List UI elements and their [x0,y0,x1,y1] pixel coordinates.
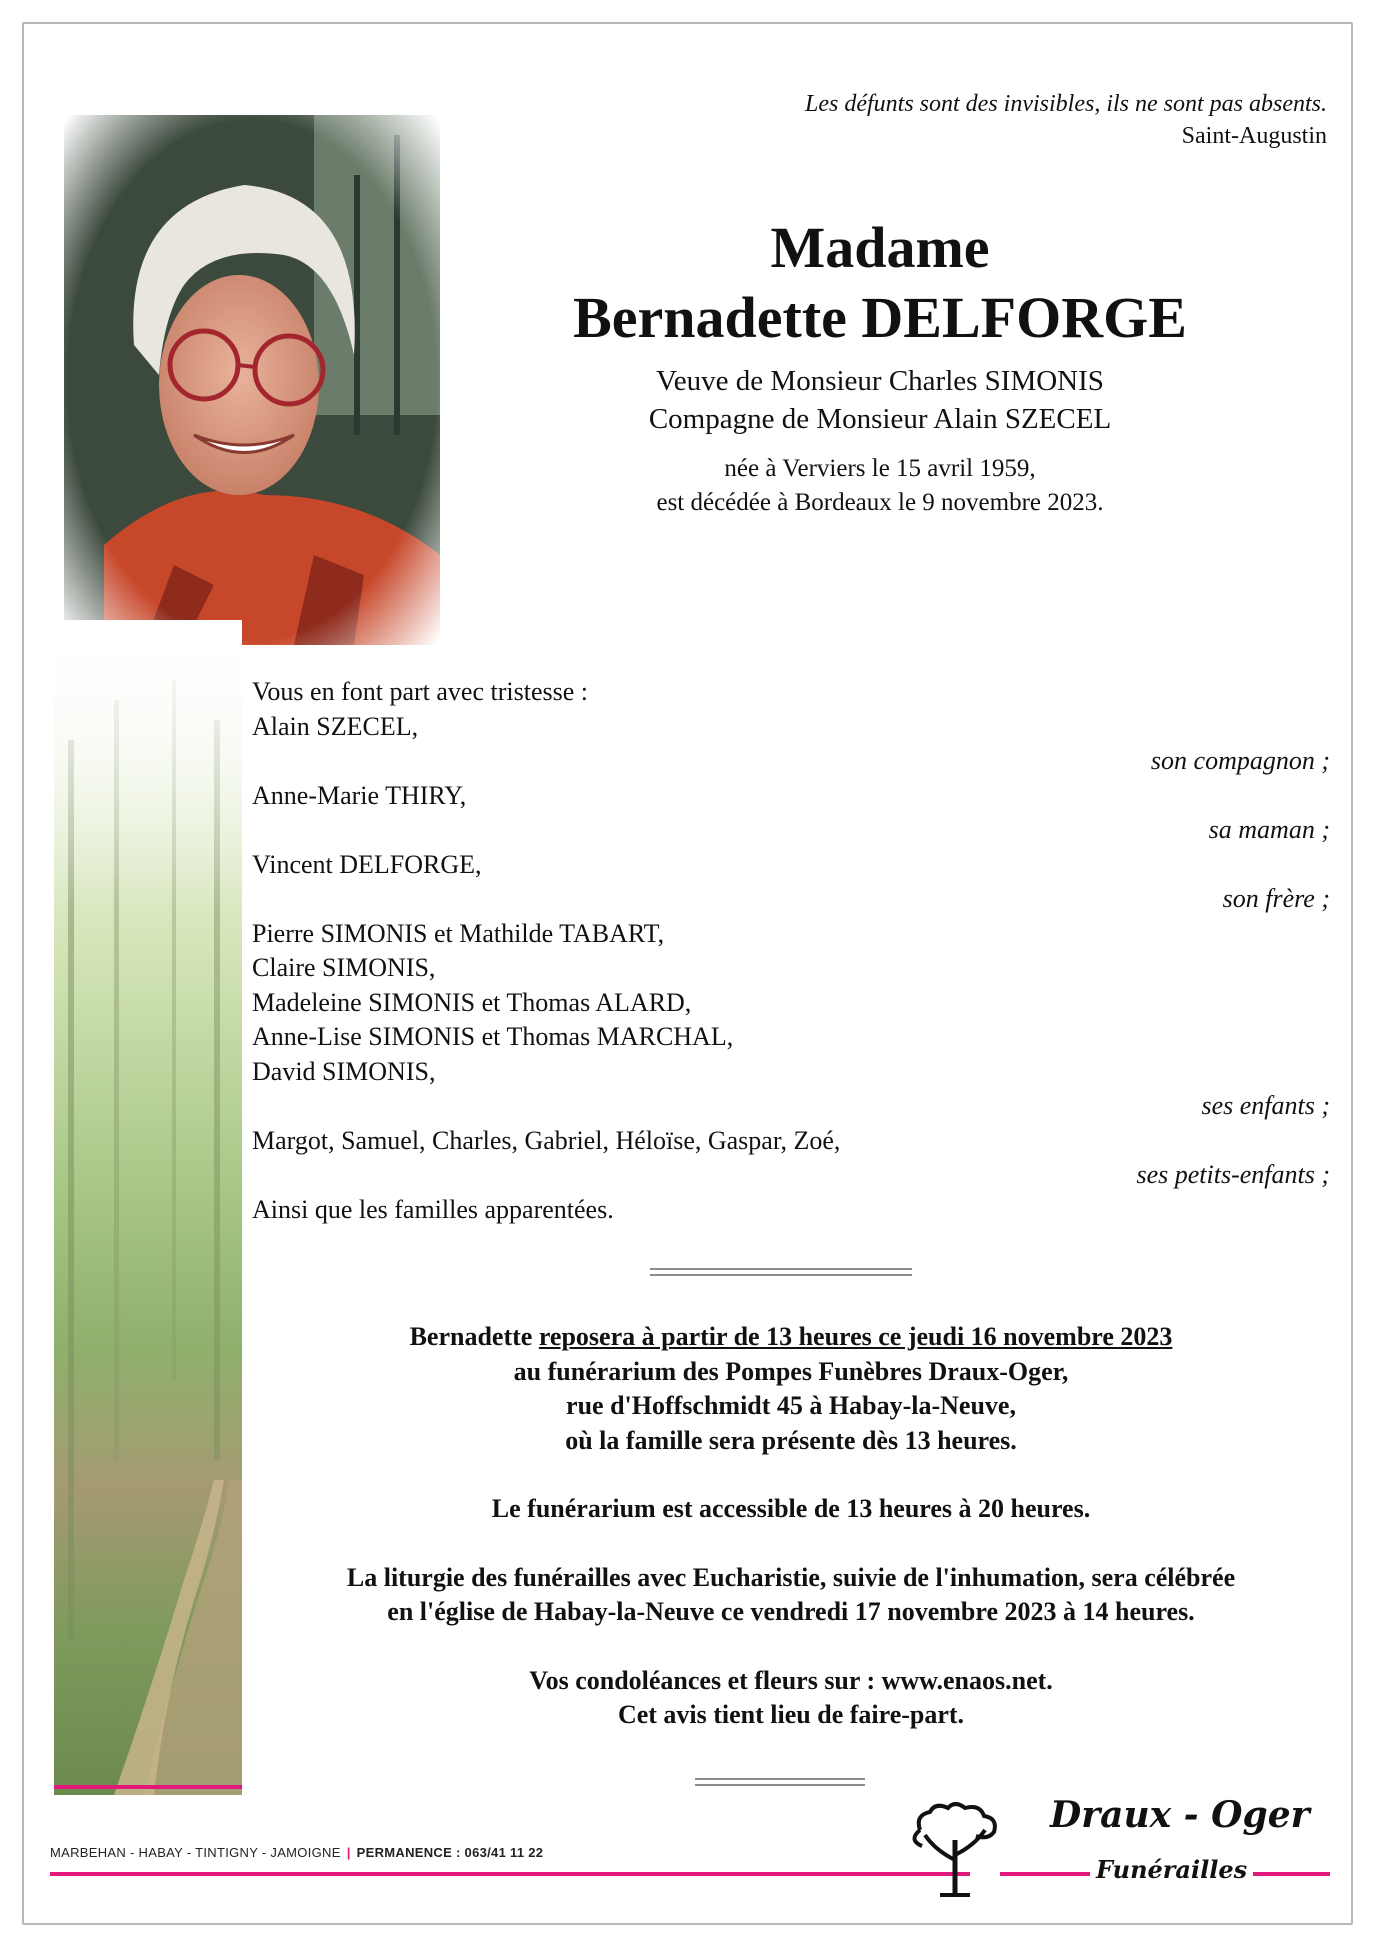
viewing-name: Bernadette [409,1322,533,1351]
epigraph-author: Saint-Augustin [1181,123,1327,149]
footer-locations: MARBEHAN - HABAY - TINTIGNY - JAMOIGNE [50,1845,341,1860]
family-name: Anne-Marie THIRY, [252,780,467,810]
family-list [252,675,1330,1227]
separator-top-2 [650,1274,912,1276]
viewing-family-presence: où la famille sera présente dès 13 heures. [565,1425,1017,1455]
viewing-place: au funérarium des Pompes Funèbres Draux-Oger, [513,1356,1069,1386]
widow-of-line: Veuve de Monsieur Charles SIMONIS [656,365,1104,397]
footer-permanence: PERMANENCE : 063/41 11 22 [356,1845,544,1860]
opening-hours: Le funérarium est accessible de 13 heures à 20 heures. [491,1494,1091,1523]
family-name: Margot, Samuel, Charles, Gabriel, Héloïse, Gaspar, Zoé, [252,1125,841,1155]
family-name: David SIMONIS, [252,1056,436,1086]
family-closing: Ainsi que les familles apparentées. [252,1194,614,1224]
family-name: Vincent DELFORGE, [252,849,482,879]
death-line: est décédée à Bordeaux le 9 novembre 2023. [656,489,1104,516]
deceased-name: Bernadette DELFORGE [573,285,1187,350]
viewing-paragraph [252,1320,1330,1458]
ceremony-info [252,1320,1330,1767]
life-dates [470,452,1290,520]
family-name: Anne-Lise SIMONIS et Thomas MARCHAL, [252,1022,734,1051]
family-relation: son compagnon ; [1150,746,1330,775]
footer-separator: | [346,1845,351,1860]
companion-of-line: Compagne de Monsieur Alain SZECEL [648,403,1112,435]
viewing-time: reposera à partir de 13 heures ce jeudi 16 novembre 2023 [538,1322,1173,1351]
liturgy-paragraph [252,1561,1330,1630]
portrait-photo [64,115,440,645]
separator-bottom-1 [695,1778,865,1780]
family-relation: sa maman ; [1208,815,1330,844]
family-name: Claire SIMONIS, [252,953,436,982]
separator-bottom-2 [695,1784,865,1786]
epigraph [805,88,1327,152]
condolences-paragraph [252,1664,1330,1733]
family-relation: ses petits-enfants ; [1136,1160,1330,1189]
deceased-honorific: Madame [770,215,990,280]
family-name: Alain SZECEL, [252,711,419,741]
viewing-address: rue d'Hoffschmidt 45 à Habay-la-Neuve, [566,1391,1016,1420]
birth-line: née à Verviers le 15 avril 1959, [724,455,1036,482]
forest-decoration [54,620,242,1795]
family-relation: ses enfants ; [1201,1091,1330,1120]
tree-logo-icon [900,1800,1010,1905]
epigraph-quote: Les défunts sont des invisibles, ils ne sont pas absents. [805,91,1327,117]
liturgy-line-2: en l'église de Habay-la-Neuve ce vendredi 17 novembre 2023 à 14 heures. [387,1597,1195,1626]
notice-statement: Cet avis tient lieu de faire-part. [617,1700,965,1729]
condolences-link[interactable]: Vos condoléances et fleurs sur : www.enaos.net. [529,1665,1053,1695]
family-intro: Vous en font part avec tristesse : [252,677,588,706]
forest-accent-bar [54,1785,242,1789]
family-relation: son frère ; [1222,884,1330,913]
footer-accent-line-left [50,1872,970,1876]
family-name: Madeleine SIMONIS et Thomas ALARD, [252,987,692,1017]
brand-name: Draux - Oger [1050,1794,1310,1836]
brand-subtitle: Funérailles [1090,1855,1253,1884]
family-name: Pierre SIMONIS et Mathilde TABART, [252,918,665,948]
liturgy-line-1: La liturgie des funérailles avec Eucharistie, suivie de l'inhumation, sera célébrée [346,1562,1236,1592]
separator-top-1 [650,1268,912,1270]
footer-contact [50,1845,543,1860]
